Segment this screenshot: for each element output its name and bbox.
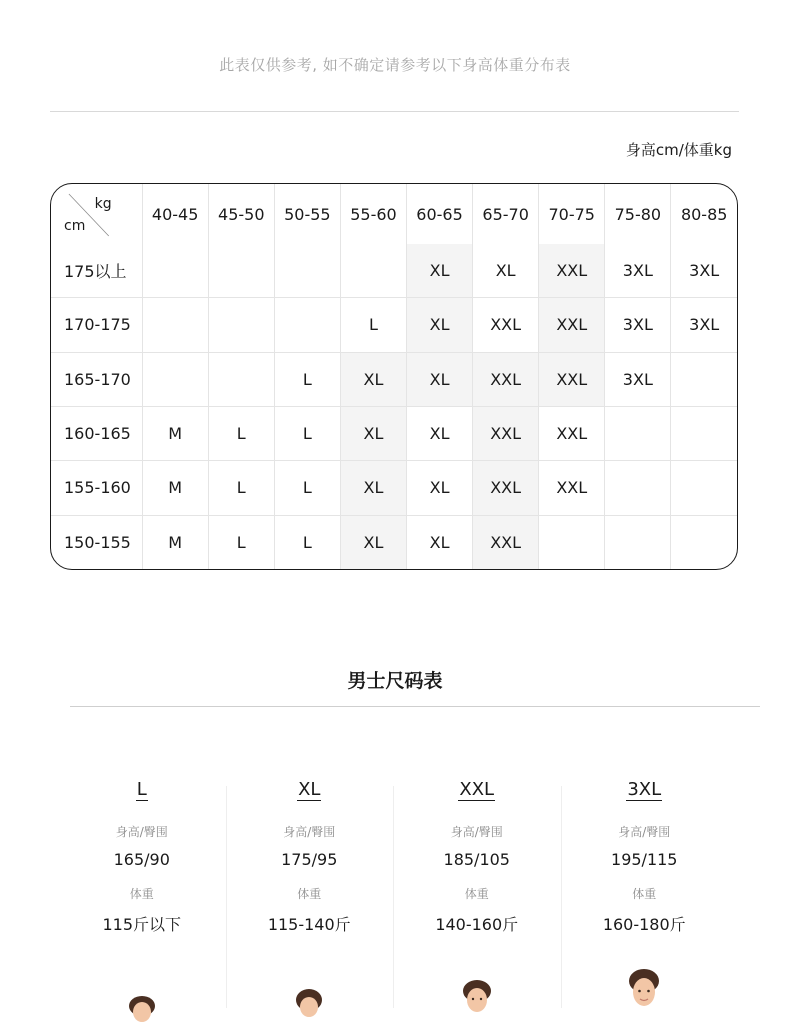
size-cell [671, 515, 737, 569]
weight-value: 115-140斤 [267, 915, 351, 934]
table-row [51, 461, 737, 515]
weight-column-header: 65-70 [473, 184, 539, 244]
table-row [51, 352, 737, 406]
weight-label: 体重 [632, 887, 657, 901]
size-cell [605, 406, 671, 460]
table-row [51, 244, 737, 298]
size-name: XXL [459, 779, 495, 800]
weight-label: 体重 [129, 887, 154, 901]
weight-column-header: 45-50 [208, 184, 274, 244]
height-row-header: 175以上 [51, 244, 142, 298]
weight-value: 160-180斤 [602, 915, 686, 934]
size-cell: XL [340, 461, 406, 515]
size-cell [142, 352, 208, 406]
size-column-xxl [393, 778, 561, 1000]
size-cell [671, 461, 737, 515]
size-cell: XXL [473, 352, 539, 406]
unit-label: 身高cm/体重kg [625, 141, 732, 159]
size-cell: XXL [539, 244, 605, 298]
size-cell: L [274, 352, 340, 406]
size-cell: XXL [473, 461, 539, 515]
size-cell: 3XL [605, 298, 671, 352]
model-avatar-icon [622, 968, 666, 1012]
height-row-header: 170-175 [51, 298, 142, 352]
size-cell: L [274, 406, 340, 460]
size-cell [208, 244, 274, 298]
top-divider [50, 111, 739, 112]
size-cell: XL [407, 244, 473, 298]
size-cell: XL [407, 406, 473, 460]
height-hip-label: 身高/臀围 [450, 825, 503, 839]
size-cell: XXL [473, 406, 539, 460]
model-avatar-icon [124, 992, 160, 1028]
weight-value: 140-160斤 [435, 915, 519, 934]
size-cell [671, 406, 737, 460]
size-cell [142, 298, 208, 352]
height-row-header: 160-165 [51, 406, 142, 460]
section-divider [70, 706, 760, 707]
size-name: XL [298, 779, 321, 800]
weight-label: 体重 [297, 887, 322, 901]
size-name: L [136, 779, 147, 800]
size-cell: XL [340, 406, 406, 460]
size-cell [274, 244, 340, 298]
size-column-3xl [561, 778, 729, 1000]
size-cell: XXL [473, 298, 539, 352]
size-cell [208, 352, 274, 406]
corner-weight-label: kg [94, 196, 112, 212]
size-cell: XXL [539, 298, 605, 352]
height-hip-label: 身高/臀围 [618, 825, 671, 839]
size-column-xl [226, 778, 394, 1000]
table-row [51, 406, 737, 460]
table-header-row [51, 184, 737, 244]
size-cell: M [142, 461, 208, 515]
size-cell: XXL [539, 461, 605, 515]
size-cell: L [208, 406, 274, 460]
mens-size-chart-title: 男士尺码表 [347, 670, 443, 692]
height-hip-value: 195/115 [611, 850, 678, 869]
size-cell: XXL [473, 515, 539, 569]
size-cell: L [274, 461, 340, 515]
size-cell: XL [340, 515, 406, 569]
height-row-header: 165-170 [51, 352, 142, 406]
size-table [51, 184, 737, 569]
size-cell: 3XL [671, 244, 737, 298]
weight-column-header: 70-75 [539, 184, 605, 244]
size-cell [605, 515, 671, 569]
reference-note: 此表仅供参考, 如不确定请参考以下身高体重分布表 [219, 56, 571, 74]
size-cell: L [208, 461, 274, 515]
weight-column-header: 40-45 [142, 184, 208, 244]
size-cell: XL [407, 298, 473, 352]
size-cell: XL [407, 461, 473, 515]
table-row [51, 298, 737, 352]
size-cell: XXL [539, 406, 605, 460]
size-cell [274, 298, 340, 352]
size-cell: M [142, 515, 208, 569]
weight-column-header: 50-55 [274, 184, 340, 244]
size-cell: L [340, 298, 406, 352]
height-hip-value: 185/105 [443, 850, 510, 869]
size-cell [671, 352, 737, 406]
table-corner-cell [51, 184, 142, 244]
size-cell: XXL [539, 352, 605, 406]
height-row-header: 150-155 [51, 515, 142, 569]
size-cell: XL [407, 515, 473, 569]
size-cell [340, 244, 406, 298]
corner-diagonal [51, 184, 142, 244]
size-column-l [58, 778, 226, 1000]
size-cell: XL [340, 352, 406, 406]
size-name: 3XL [627, 779, 662, 800]
size-cell [142, 244, 208, 298]
size-cell [605, 461, 671, 515]
weight-column-header: 55-60 [340, 184, 406, 244]
size-cell [208, 298, 274, 352]
height-hip-label: 身高/臀围 [115, 825, 168, 839]
height-hip-value: 175/95 [281, 850, 338, 869]
height-weight-table [50, 183, 738, 570]
height-hip-label: 身高/臀围 [283, 825, 336, 839]
size-cell: 3XL [605, 244, 671, 298]
size-cell: XL [407, 352, 473, 406]
size-cell: M [142, 406, 208, 460]
size-cell: L [274, 515, 340, 569]
table-row [51, 515, 737, 569]
height-row-header: 155-160 [51, 461, 142, 515]
weight-value: 115斤以下 [102, 915, 182, 934]
size-columns [58, 778, 728, 1000]
corner-height-label: cm [64, 218, 86, 234]
weight-column-header: 80-85 [680, 204, 728, 224]
weight-label: 体重 [464, 887, 489, 901]
height-hip-value: 165/90 [113, 850, 170, 869]
size-cell [539, 515, 605, 569]
model-avatar-icon [291, 986, 327, 1022]
size-cell: L [208, 515, 274, 569]
model-avatar-icon [457, 978, 497, 1018]
size-cell: 3XL [605, 352, 671, 406]
size-cell: XL [473, 244, 539, 298]
size-cell: 3XL [671, 298, 737, 352]
weight-column-header: 75-80 [605, 184, 671, 244]
weight-column-header: 60-65 [407, 184, 473, 244]
